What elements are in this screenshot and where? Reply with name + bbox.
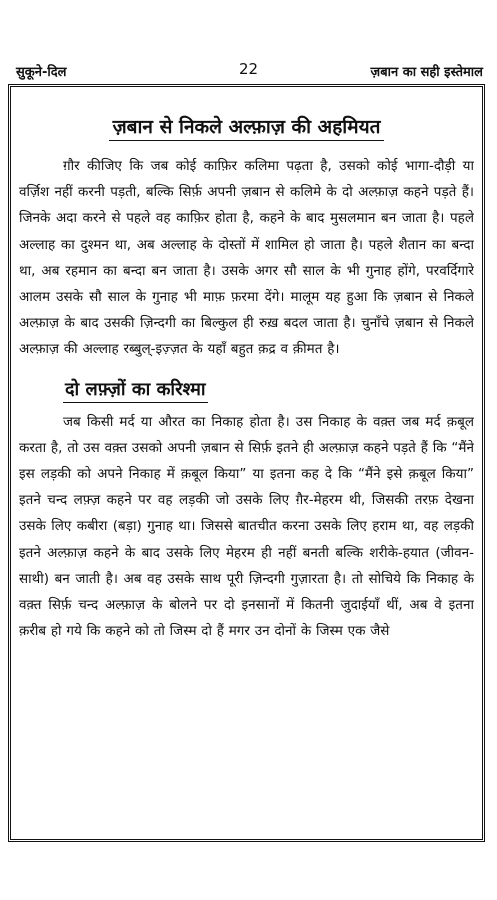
section-paragraph-1: ग़ौर कीजिए कि जब कोई काफ़िर कलिमा पढ़ता है, उसको कोई भागा-दौड़ी या वर्ज़िश नहीं करनी पड़ती, बल्कि सिर्फ़ अपनी ज़बान से कलिमे के दो अल्फ़ाज़ कहने पड़ते हैं। जिनके अदा करने से पहले वह काफ़िर होता है, कहने के बाद मुसलमान बन जाता है। पहले अल्लाह का दुश्मन था, अब अल्लाह के दोस्तों में शामिल हो जाता है। पहले शैतान का बन्दा था, अब रहमान का बन्दा बन जाता है। उसके अगर सौ साल के भी गुनाह होंगे, परवर्दिगारे आलम उसके सौ साल के गुनाह भी माफ़ फ़रमा देंगे। मालूम यह हुआ कि ज़बान से निकले अल्फ़ाज़ के बाद उसकी ज़िन्दगी का बिल्कुल ही रुख़ बदल जाता है। चुनाँचे ज़बान से निकले अल्फ़ाज़ की अल्लाह रब्बुल्-इज़्ज़त के यहाँ बहुत क़द्र व क़ीमत है। [19, 158, 474, 358]
page-number: 22 [238, 60, 259, 78]
page-frame [8, 84, 485, 842]
chapter-title: ज़बान का सही इस्तेमाल [370, 65, 483, 80]
section-heading-1-text: ज़बान से निकले अल्फ़ाज़ की अहमियत [109, 116, 385, 141]
section-heading-2-text: दो लफ़्ज़ों का करिश्मा [63, 379, 208, 403]
page-content [19, 97, 474, 833]
running-header [10, 58, 487, 84]
book-title: सुकूने-दिल [16, 65, 67, 80]
section-heading-2 [63, 377, 474, 401]
section-heading-1 [19, 113, 474, 139]
section-paragraph-2: जब किसी मर्द या औरत का निकाह होता है। उस निकाह के वक़्त जब मर्द क़बूल करता है, तो उस वक़्त उसको अपनी ज़बान से सिर्फ़ इतने ही अल्फ़ाज़ कहने पड़ते हैं कि “मैंने इस लड़की को अपने निकाह में क़बूल किया” या इतना कह दे कि “मैंने इसे क़बूल किया” इतने चन्द लफ़्ज़ कहने पर वह लड़की जो उसके लिए ग़ैर-मेहरम थी, जिसकी तरफ़ देखना उसके लिए कबीरा (बड़ा) गुनाह था। जिससे बातचीत करना उसके लिए हराम था, वह लड़की इतने अल्फ़ाज़ कहने के बाद उसके लिए मेहरम ही नहीं बनती बल्कि शरीके-हयात (जीवन-साथी) बन जाती है। अब वह उसके साथ पूरी ज़िन्दगी गुज़ारता है। तो सोचिये कि निकाह के वक़्त सिर्फ़ चन्द अल्फ़ाज़ के बोलने पर दो इनसानों में कितनी जुदाईयाँ थीं, अब वे इतना क़रीब हो गये कि कहने को तो जिस्म दो हैं मगर उन दोनों के जिस्म एक जैसे [19, 413, 474, 640]
